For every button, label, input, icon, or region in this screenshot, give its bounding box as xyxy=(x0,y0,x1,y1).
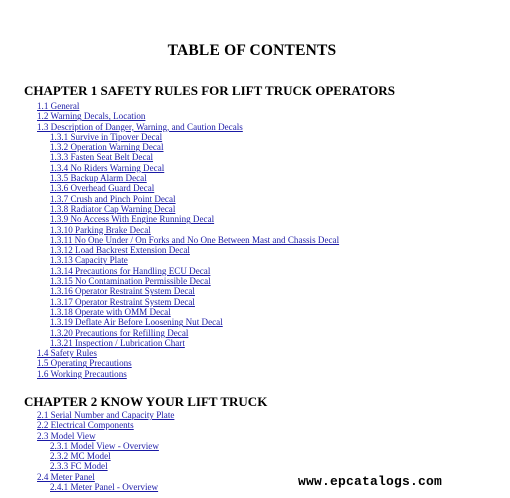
toc-entry xyxy=(0,214,339,224)
toc-link[interactable]: 1.3.16 Operator Restraint System Decal xyxy=(50,286,195,297)
chapter-heading: CHAPTER 1 SAFETY RULES FOR LIFT TRUCK OPERATORS xyxy=(24,83,395,98)
toc-entry xyxy=(0,297,339,307)
toc-link[interactable]: 1.3.1 Survive in Tipover Decal xyxy=(50,131,163,142)
watermark: www.epcatalogs.com xyxy=(298,474,443,489)
page-title: TABLE OF CONTENTS xyxy=(167,42,337,59)
toc-entry xyxy=(0,358,339,368)
toc-entry xyxy=(0,255,339,265)
toc-link[interactable]: 1.3.4 No Riders Warning Decal xyxy=(50,162,165,173)
toc-link[interactable]: 1.4 Safety Rules xyxy=(37,348,97,359)
toc-link[interactable]: 1.2 Warning Decals, Location xyxy=(37,111,146,122)
toc-link[interactable]: 2.4 Meter Panel xyxy=(37,471,95,482)
toc-link[interactable]: 1.3.20 Precautions for Refilling Decal xyxy=(50,327,189,338)
toc-link[interactable]: 1.3.7 Crush and Pinch Point Decal xyxy=(50,193,176,204)
toc-entry xyxy=(0,431,174,441)
toc-link[interactable]: 1.3.13 Capacity Plate xyxy=(50,255,128,266)
toc-link[interactable]: 1.3.6 Overhead Guard Decal xyxy=(50,183,155,194)
toc-link[interactable]: 1.3.14 Precautions for Handling ECU Decal xyxy=(50,265,211,276)
toc-link[interactable]: 1.3.15 No Contamination Permissible Decal xyxy=(50,276,211,287)
toc-entry xyxy=(0,420,174,430)
toc-list-chapter-2 xyxy=(0,410,174,492)
toc-entry xyxy=(0,451,174,461)
toc-entry xyxy=(0,266,339,276)
toc-entry xyxy=(0,441,174,451)
toc-entry xyxy=(0,111,339,121)
toc-entry xyxy=(0,286,339,296)
toc-entry xyxy=(0,328,339,338)
toc-list-chapter-1 xyxy=(0,101,339,379)
toc-link[interactable]: 1.3.12 Load Backrest Extension Decal xyxy=(50,245,190,256)
toc-link[interactable]: 1.3.18 Operate with OMM Decal xyxy=(50,306,171,317)
toc-link[interactable]: 2.4.1 Meter Panel - Overview xyxy=(50,482,159,493)
toc-link[interactable]: 1.3.8 Radiator Cap Warning Decal xyxy=(50,203,176,214)
toc-entry xyxy=(0,225,339,235)
toc-link[interactable]: 2.1 Serial Number and Capacity Plate xyxy=(37,410,175,420)
toc-link[interactable]: 1.3.2 Operation Warning Decal xyxy=(50,142,164,153)
toc-entry xyxy=(0,132,339,142)
toc-link[interactable]: 1.3.11 No One Under / On Forks and No One Between Mast and Chassis Decal xyxy=(50,234,340,245)
toc-link[interactable]: 1.3.19 Deflate Air Before Loosening Nut Decal xyxy=(50,317,223,328)
toc-entry xyxy=(0,194,339,204)
toc-entry xyxy=(0,122,339,132)
toc-entry xyxy=(0,307,339,317)
toc-entry xyxy=(0,348,339,358)
toc-entry xyxy=(0,235,339,245)
toc-entry xyxy=(0,245,339,255)
toc-entry xyxy=(0,410,174,420)
toc-link[interactable]: 2.3.3 FC Model xyxy=(50,461,108,472)
toc-entry xyxy=(0,142,339,152)
toc-link[interactable]: 1.3.5 Backup Alarm Decal xyxy=(50,173,147,184)
toc-entry xyxy=(0,338,339,348)
toc-entry xyxy=(0,152,339,162)
toc-link[interactable]: 1.6 Working Precautions xyxy=(37,368,127,379)
toc-link[interactable]: 1.3.3 Fasten Seat Belt Decal xyxy=(50,152,154,163)
toc-entry xyxy=(0,482,174,492)
toc-entry xyxy=(0,101,339,111)
toc-link[interactable]: 1.3.10 Parking Brake Decal xyxy=(50,224,151,235)
toc-link[interactable]: 2.3 Model View xyxy=(37,430,96,441)
toc-entry xyxy=(0,276,339,286)
toc-link[interactable]: 1.3.9 No Access With Engine Running Decal xyxy=(50,214,215,225)
toc-link[interactable]: 1.5 Operating Precautions xyxy=(37,358,132,369)
toc-entry xyxy=(0,204,339,214)
toc-link[interactable]: 1.3.21 Inspection / Lubrication Chart xyxy=(50,337,185,348)
toc-entry xyxy=(0,369,339,379)
toc-entry xyxy=(0,472,174,482)
toc-link[interactable]: 2.3.2 MC Model xyxy=(50,451,111,462)
chapter-heading: CHAPTER 2 KNOW YOUR LIFT TRUCK xyxy=(24,394,268,409)
toc-entry xyxy=(0,317,339,327)
toc-link[interactable]: 1.3 Description of Danger, Warning, and Caution Decals xyxy=(37,121,243,132)
toc-link[interactable]: 1.1 General xyxy=(37,101,80,111)
toc-link[interactable]: 1.3.17 Operator Restraint System Decal xyxy=(50,296,195,307)
toc-entry xyxy=(0,173,339,183)
toc-link[interactable]: 2.3.1 Model View - Overview xyxy=(50,440,159,451)
toc-entry xyxy=(0,183,339,193)
toc-entry xyxy=(0,163,339,173)
toc-link[interactable]: 2.2 Electrical Components xyxy=(37,420,134,431)
toc-entry xyxy=(0,461,174,471)
